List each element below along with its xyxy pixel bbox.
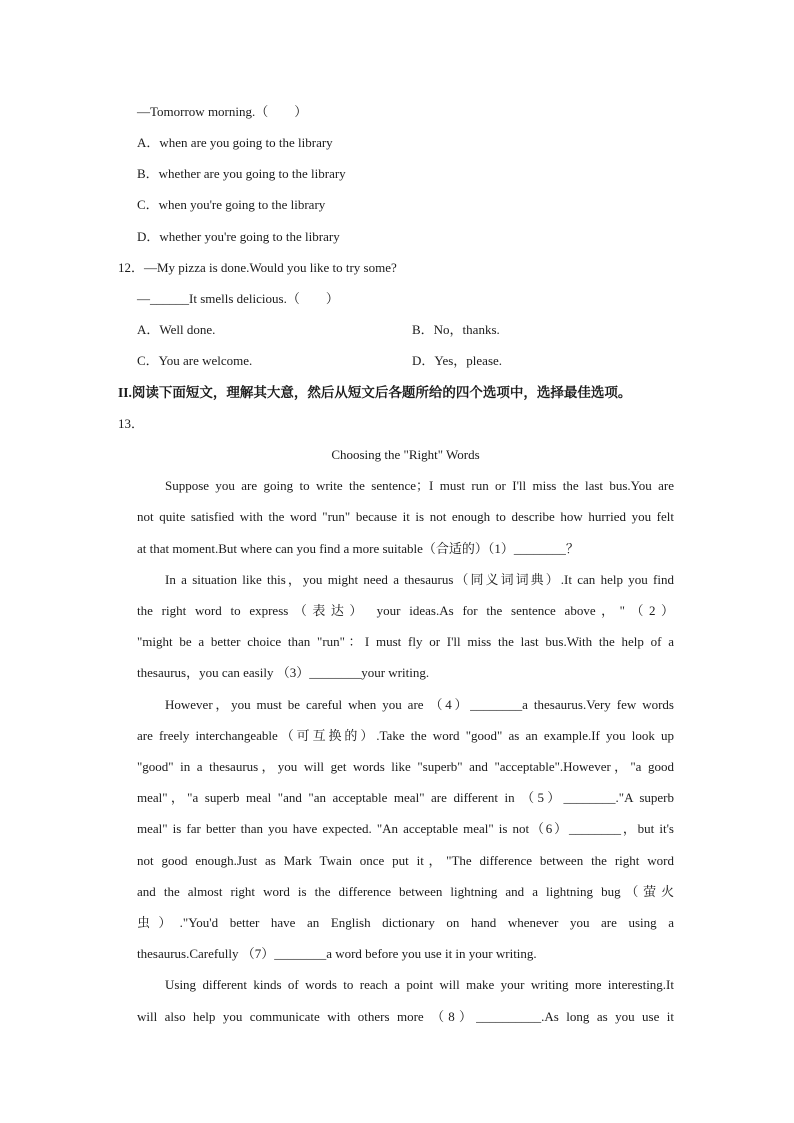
passage-line: In a situation like this，you might need a thesaurus（同义词词典）.It can help you find [165, 572, 674, 587]
q11-answer-line: —Tomorrow morning.（ ） [137, 104, 308, 119]
passage-line: not good enough.Just as Mark Twain once put it，"The difference between the right word [137, 853, 674, 868]
passage-title: Choosing the "Right" Words [331, 447, 480, 462]
passage-line: and the almost right word is the difference between lightning and a lightning bug（萤火 [137, 884, 674, 899]
passage-line: not quite satisfied with the word "run" because it is not enough to describe how hurried you felt [137, 509, 674, 524]
q12-option-c: C．You are welcome. [137, 353, 253, 368]
q12-response: —______It smells delicious.（ ） [137, 291, 339, 306]
section-heading: II.阅读下面短文，理解其大意，然后从短文后各题所给的四个选项中，选择最佳选项。 [118, 385, 632, 400]
q12-option-a: A．Well done. [137, 322, 216, 337]
passage-line: at that moment.But where can you find a more suitable（合适的）（1）________？ [137, 541, 579, 556]
passage-line: meal"，"a superb meal "and "an acceptable meal" are different in （5）________."A superb [137, 790, 674, 805]
passage-line: However，you must be careful when you are （4）________a thesaurus.Very few words [165, 697, 674, 712]
passage-line: will also help you communicate with others more （8）__________.As long as you use it [137, 1009, 674, 1024]
passage-line: are freely interchangeable（可互换的）.Take the word "good" as an example.If you look up [137, 728, 674, 743]
q12-question: 12．—My pizza is done.Would you like to try some? [118, 260, 397, 275]
q12-option-b: B．No，thanks. [412, 322, 500, 337]
passage-line: thesaurus，you can easily （3）________your writing. [137, 665, 430, 680]
passage-line: Using different kinds of words to reach a point will make your writing more interesting.It [165, 977, 674, 992]
passage-line: Suppose you are going to write the sentence；I must run or I'll miss the last bus.You are [165, 478, 674, 493]
passage-line: thesaurus.Carefully （7）________a word before you use it in your writing. [137, 946, 537, 961]
q12-option-d: D．Yes，please. [412, 353, 503, 368]
q13-number: 13． [118, 416, 145, 431]
passage-line: "might be a better choice than "run"：I must fly or I'll miss the last bus.With the help of a [137, 634, 674, 649]
passage-line: 虫）."You'd better have an English dictionary on hand whenever you are using a [137, 915, 674, 930]
q11-option-a: A．when are you going to the library [137, 135, 333, 150]
passage-line: meal" is far better than you have expected. "An acceptable meal" is not（6）________，but it's [137, 821, 674, 836]
q11-option-d: D．whether you're going to the library [137, 229, 340, 244]
q11-option-c: C．when you're going to the library [137, 197, 326, 212]
passage-line: "good" in a thesaurus，you will get words like "superb" and "acceptable".However，"a good [137, 759, 674, 774]
passage-line: the right word to express（表达） your ideas.As for the sentence above，"（2） [137, 603, 674, 618]
q11-option-b: B．whether are you going to the library [137, 166, 346, 181]
